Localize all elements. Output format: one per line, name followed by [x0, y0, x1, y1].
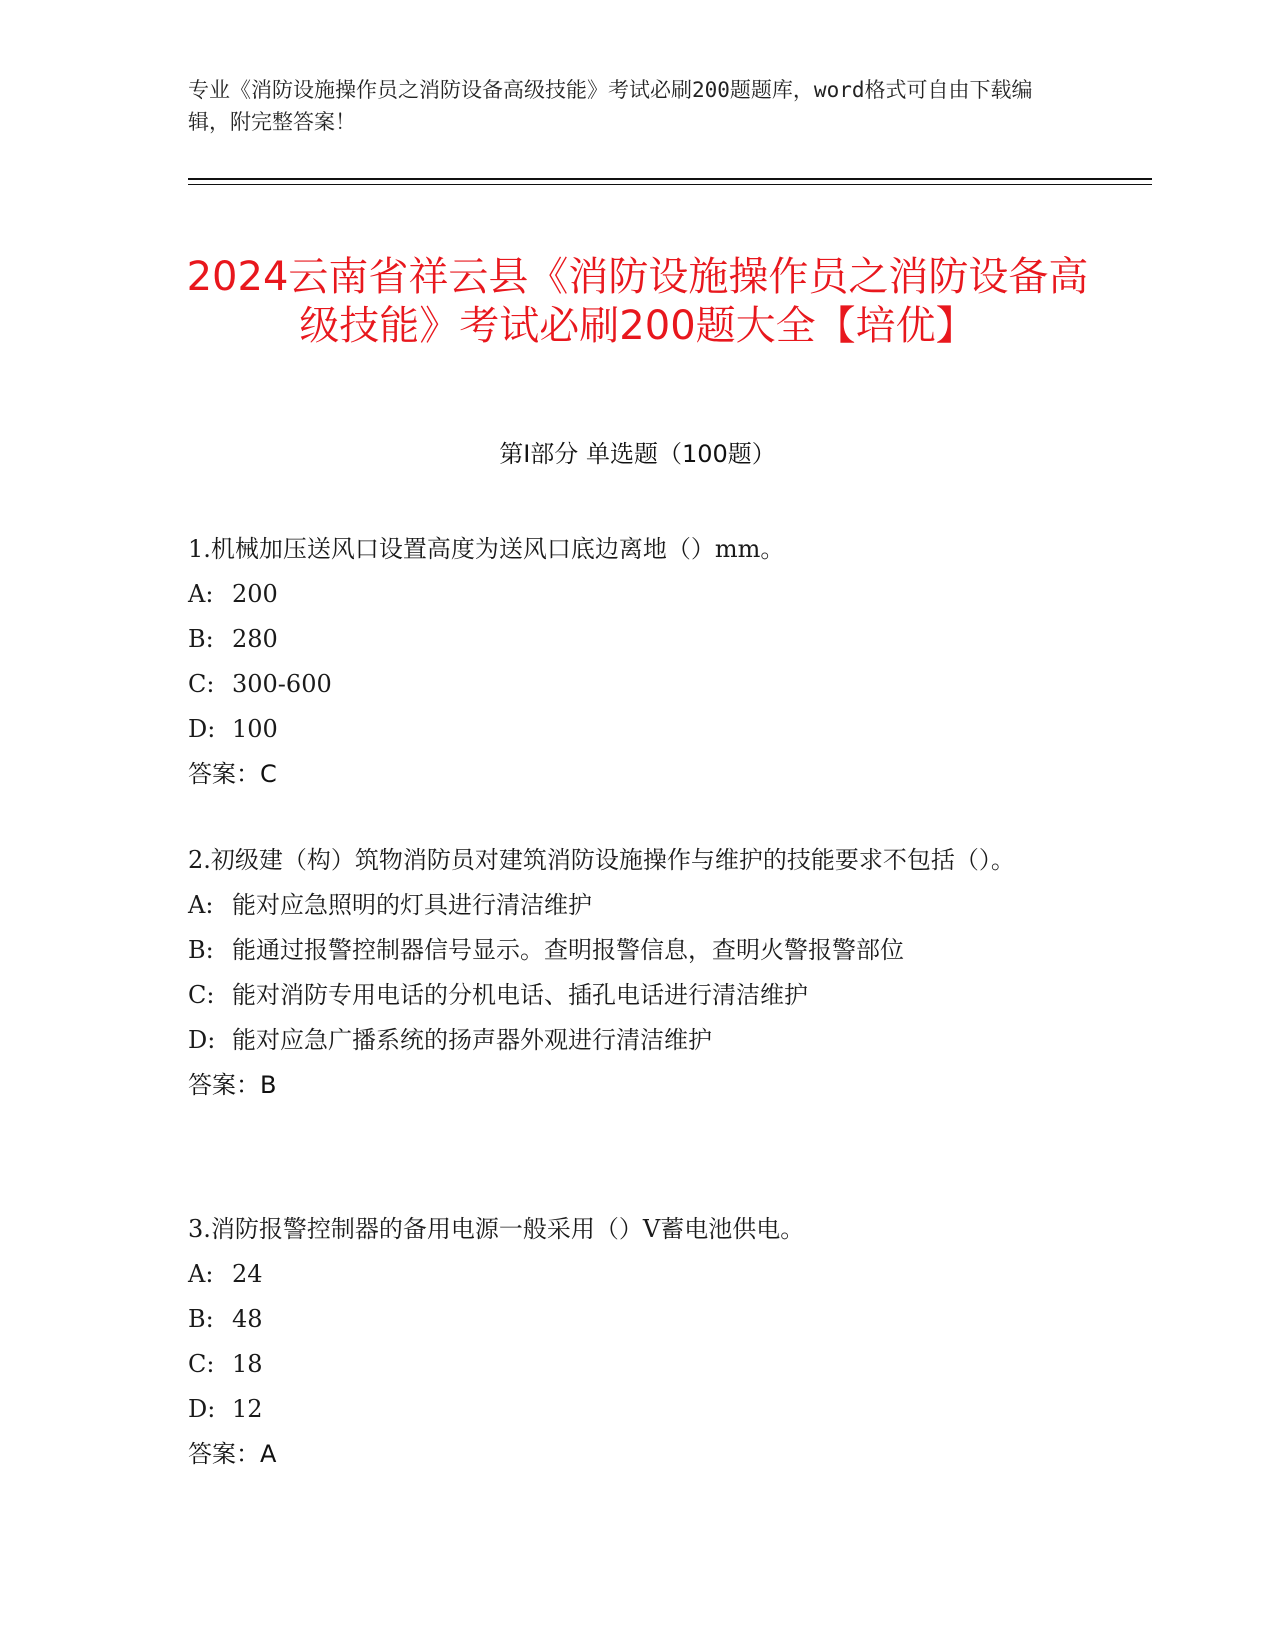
option-text: 12: [232, 1395, 263, 1423]
option-c: [188, 973, 1068, 1018]
question-3: [188, 1207, 1068, 1477]
header-divider-thin: [188, 184, 1152, 185]
question-text: 2.初级建（构）筑物消防员对建筑消防设施操作与维护的技能要求不包括（）。: [188, 846, 1015, 874]
option-text: 能通过报警控制器信号显示。查明报警信息，查明火警报警部位: [232, 936, 904, 964]
option-label: D:: [188, 1026, 216, 1054]
option-d: [188, 707, 1068, 752]
question-1: [188, 527, 1068, 797]
option-text: 能对应急广播系统的扬声器外观进行清洁维护: [232, 1026, 712, 1054]
question-2: [188, 838, 1068, 1108]
question-text: 3.消防报警控制器的备用电源一般采用（）V蓄电池供电。: [188, 1215, 805, 1243]
option-a: [188, 1252, 1068, 1297]
option-d: [188, 1387, 1068, 1432]
option-b: [188, 928, 1068, 973]
option-text: 100: [232, 715, 278, 743]
section-heading: 第I部分 单选题（100题）: [499, 440, 776, 468]
option-text: 能对消防专用电话的分机电话、插孔电话进行清洁维护: [232, 981, 808, 1009]
option-a: [188, 572, 1068, 617]
answer: 答案：A: [188, 1440, 277, 1468]
answer: 答案：B: [188, 1071, 277, 1099]
option-text: 200: [232, 580, 278, 608]
option-d: [188, 1018, 1068, 1063]
option-label: D:: [188, 715, 216, 743]
option-text: 18: [232, 1350, 263, 1378]
option-label: C:: [188, 1350, 215, 1378]
option-label: A:: [188, 580, 214, 608]
option-text: 能对应急照明的灯具进行清洁维护: [232, 891, 592, 919]
document-title: 2024云南省祥云县《消防设施操作员之消防设备高级技能》考试必刷200题大全【培优】: [186, 253, 1089, 349]
option-label: B:: [188, 936, 214, 964]
option-text: 48: [232, 1305, 263, 1333]
option-label: B:: [188, 1305, 214, 1333]
option-a: [188, 883, 1068, 928]
option-label: D:: [188, 1395, 216, 1423]
option-b: [188, 617, 1068, 662]
option-label: C:: [188, 670, 215, 698]
option-text: 280: [232, 625, 278, 653]
option-label: A:: [188, 891, 214, 919]
option-text: 300-600: [232, 670, 332, 698]
option-text: 24: [232, 1260, 263, 1288]
option-label: B:: [188, 625, 214, 653]
answer: 答案：C: [188, 760, 277, 788]
option-c: [188, 662, 1068, 707]
header-divider-thick: [188, 178, 1152, 180]
header-note: 专业《消防设施操作员之消防设备高级技能》考试必刷200题题库，word格式可自由下载编辑，附完整答案！: [188, 78, 1033, 134]
option-label: A:: [188, 1260, 214, 1288]
option-b: [188, 1297, 1068, 1342]
question-text: 1.机械加压送风口设置高度为送风口底边离地（）mm。: [188, 535, 785, 563]
option-label: C:: [188, 981, 215, 1009]
option-c: [188, 1342, 1068, 1387]
